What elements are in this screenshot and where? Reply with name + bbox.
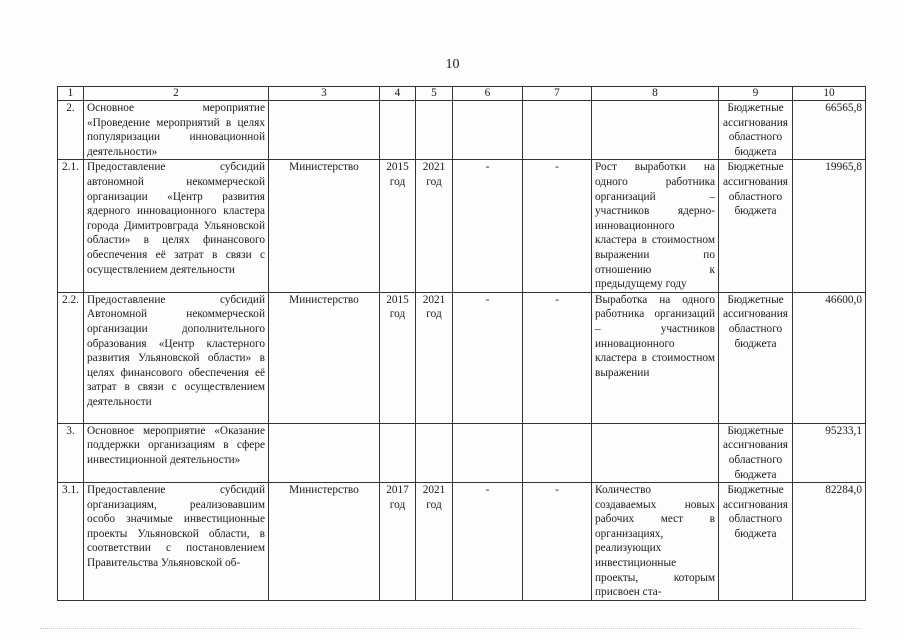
activity-name: Предоставление субсидий организациям, реализовавшим особо значимые инвестиционные проекты Ульяновской области, в соответствии с постановлением Правительства Ульяновской об- <box>84 483 269 601</box>
page-number: 10 <box>445 57 460 72</box>
column-header: 3 <box>269 87 380 101</box>
column-6-value: - <box>453 483 523 601</box>
activity-name: Предоставление субсидий Автономной некоммерческой организации дополнительного образования «Центр кластерного развития Ульяновской области» в целях финансового обеспечения её затрат в связи с осуществлением деятельности <box>84 292 269 423</box>
end-year: 2021 год <box>416 160 453 292</box>
end-year: 2021 год <box>416 292 453 423</box>
column-header: 9 <box>719 87 793 101</box>
activity-name: Основное мероприятие «Оказание поддержки организациям в сфере инвестиционной деятельности» <box>84 423 269 482</box>
expected-result <box>592 423 719 482</box>
end-year: 2021 год <box>416 483 453 601</box>
column-7-value: - <box>523 483 592 601</box>
funding-source: Бюджетные ассигнования областного бюджета <box>719 423 793 482</box>
executor: Министерство <box>269 292 380 423</box>
start-year <box>380 423 416 482</box>
start-year <box>380 101 416 160</box>
column-header: 4 <box>380 87 416 101</box>
end-year <box>416 101 453 160</box>
table-row <box>58 101 866 160</box>
column-header: 10 <box>793 87 866 101</box>
column-header: 1 <box>58 87 84 101</box>
column-number-row <box>58 87 866 101</box>
expected-result <box>592 101 719 160</box>
table-row <box>58 292 866 423</box>
executor: Министерство <box>269 483 380 601</box>
table-row <box>58 160 866 292</box>
column-header: 7 <box>523 87 592 101</box>
table-row <box>58 423 866 482</box>
expected-result: Выработка на одного работника организаций – участников инновационного кластера в стоимостном выражении <box>592 292 719 423</box>
program-table <box>57 86 866 601</box>
funding-amount: 66565,8 <box>793 101 866 160</box>
funding-amount: 82284,0 <box>793 483 866 601</box>
column-header: 2 <box>84 87 269 101</box>
end-year <box>416 423 453 482</box>
expected-result: Рост выработки на одного работника организаций – участников ядерно-инновационного кластера в стоимостном выражении по отношению к предыдущему году <box>592 160 719 292</box>
column-6-value <box>453 101 523 160</box>
column-header: 5 <box>416 87 453 101</box>
executor <box>269 101 380 160</box>
column-7-value <box>523 101 592 160</box>
column-7-value: - <box>523 292 592 423</box>
activity-name: Предоставление субсидий автономной некоммерческой организации «Центр развития ядерного инновационного кластера города Димитровграда Ульяновской области» в целях финансового обеспечения её затрат в связи с осуществлением деятельности <box>84 160 269 292</box>
executor <box>269 423 380 482</box>
column-6-value: - <box>453 160 523 292</box>
row-number: 3.1. <box>58 483 84 601</box>
funding-source: Бюджетные ассигнования областного бюджета <box>719 292 793 423</box>
funding-amount: 95233,1 <box>793 423 866 482</box>
column-7-value: - <box>523 160 592 292</box>
funding-amount: 46600,0 <box>793 292 866 423</box>
start-year: 2017 год <box>380 483 416 601</box>
column-6-value: - <box>453 292 523 423</box>
row-number: 2. <box>58 101 84 160</box>
table-row <box>58 483 866 601</box>
executor: Министерство <box>269 160 380 292</box>
column-header: 6 <box>453 87 523 101</box>
funding-source: Бюджетные ассигнования областного бюджета <box>719 483 793 601</box>
expected-result: Количество создаваемых новых рабочих мест в организациях, реализующих инвестиционные проекты, которым присвоен ста- <box>592 483 719 601</box>
column-7-value <box>523 423 592 482</box>
start-year: 2015 год <box>380 292 416 423</box>
funding-source: Бюджетные ассигнования областного бюджета <box>719 101 793 160</box>
activity-name: Основное мероприятие «Проведение мероприятий в целях популяризации инновационной деятельности» <box>84 101 269 160</box>
start-year: 2015 год <box>380 160 416 292</box>
column-6-value <box>453 423 523 482</box>
scan-edge-divider <box>40 628 860 630</box>
row-number: 2.2. <box>58 292 84 423</box>
row-number: 3. <box>58 423 84 482</box>
column-header: 8 <box>592 87 719 101</box>
row-number: 2.1. <box>58 160 84 292</box>
funding-amount: 19965,8 <box>793 160 866 292</box>
funding-source: Бюджетные ассигнования областного бюджета <box>719 160 793 292</box>
